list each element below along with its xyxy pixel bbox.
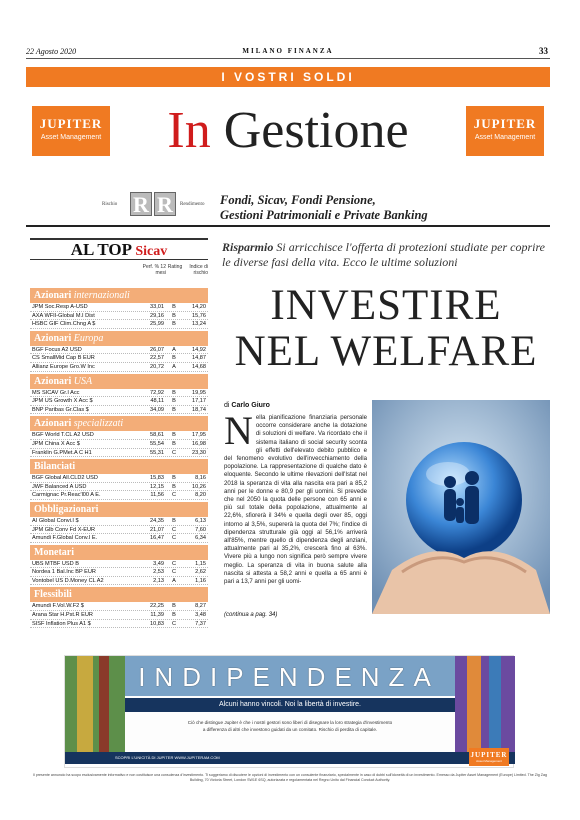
ad-disclaimer: Il presente annuncio ha scopo esclusivamente informativo e non costituisce una consulenza d'investimento. Ti suggeriamo di discutere le opzioni di investimento con un consulente finanziario, specialmente in caso di dubbi sull'idoneità di un investimento. Emesso da Jupiter Asset Management (Europe) Limited. The Zig Zag Building, 70 Victoria Street, London SW1E 6SQ, autorizzata e regolamentata nel Regno Unito dal Financial Conduct Authority. [33, 773, 547, 782]
table-sections [30, 288, 208, 628]
jupiter-logo-right [466, 106, 544, 156]
table-row [30, 568, 208, 577]
fund-name: JPM US Growth X Acc $ [32, 398, 93, 405]
rating: C [171, 535, 177, 542]
section-tag: Europa [73, 332, 104, 344]
rating: B [172, 483, 176, 490]
perf-12m: 21,07 [150, 526, 164, 533]
risk-index: 10,26 [192, 483, 206, 490]
risk-index: 7,60 [195, 526, 206, 533]
perf-12m: 24,35 [150, 517, 164, 524]
fund-name: Carmignac Pr.Reac'l00 A E. [32, 492, 101, 499]
ad-claim: Alcuni hanno vincoli. Noi la libertà di investire. [125, 698, 455, 712]
table-row [30, 560, 208, 569]
risk-index: 15,76 [192, 312, 206, 319]
table-row [30, 517, 208, 526]
rr-letter-1: R [130, 192, 152, 216]
fund-name: MS SICAV Gr.I Acc [32, 389, 80, 396]
rating: C [171, 492, 177, 499]
fund-name: Vontobel US D.Money CL A2 [32, 577, 104, 584]
perf-12m: 12,15 [150, 483, 164, 490]
col-rating: Rating [167, 264, 183, 270]
page-number: 33 [539, 46, 548, 56]
perf-12m: 2,13 [153, 577, 164, 584]
rating: C [171, 620, 177, 627]
rating: B [172, 475, 176, 482]
rating: B [172, 355, 176, 362]
table-row [30, 440, 208, 449]
al-top-table [30, 238, 208, 628]
risk-index: 14,87 [192, 355, 206, 362]
risk-index: 8,27 [195, 603, 206, 610]
perf-12m: 3,49 [153, 560, 164, 567]
risk-index: 16,98 [192, 440, 206, 447]
jupiter-advertisement[interactable] [64, 655, 514, 768]
perf-12m: 20,72 [150, 363, 164, 370]
table-row [30, 611, 208, 620]
perf-12m: 2,53 [153, 569, 164, 576]
subtitle-line-1: Fondi, Sicav, Fondi Pensione, [220, 193, 376, 207]
rating: B [172, 612, 176, 619]
fund-name: AI Global Convi.I $ [32, 517, 79, 524]
table-row [30, 483, 208, 492]
perf-12m: 72,92 [150, 389, 164, 396]
perf-12m: 16,47 [150, 535, 164, 542]
table-row [30, 534, 208, 543]
section-tag: internazionali [73, 290, 130, 301]
kicker [222, 240, 550, 270]
fund-name: BGF Global All.CLD2 USD [32, 475, 98, 482]
fund-name: UBS MTBF USD B [32, 560, 79, 567]
perf-12m: 55,54 [150, 440, 164, 447]
perf-12m: 58,61 [150, 432, 164, 439]
section-name: Azionari [34, 375, 72, 387]
table-row [30, 363, 208, 372]
al-top-title [30, 238, 208, 260]
ad-caption-2: a differenza di altri che investono guidati da un comitato. Rischio di perdita di capitale. [202, 727, 378, 732]
ad-headline: INDIPENDENZA [138, 662, 440, 692]
perf-12m: 29,16 [150, 312, 164, 319]
table-row [30, 397, 208, 406]
risk-index: 6,13 [195, 517, 206, 524]
subtitle-line-2: Gestioni Patrimoniali e Private Banking [220, 208, 428, 222]
table-section-header [30, 502, 208, 517]
byline-author: Carlo Giuro [231, 402, 270, 409]
risk-index: 2,62 [195, 569, 206, 576]
table-row [30, 312, 208, 321]
section-tag: USA [73, 375, 93, 387]
fund-name: Amundi F.Vol.W.F2 $ [32, 603, 84, 610]
table-row [30, 431, 208, 440]
ad-jupiter-logo [469, 748, 509, 766]
perf-12m: 11,39 [150, 612, 164, 619]
col-rischio: Indice di rischio [189, 264, 208, 276]
risk-index: 14,20 [192, 304, 206, 310]
fund-name: Amundi F.Global Conv.I E. [32, 535, 98, 542]
section-name: Flessibili [34, 589, 72, 601]
rating: C [171, 449, 177, 456]
al-top-label: AL TOP [70, 240, 132, 259]
perf-12m: 22,25 [150, 603, 164, 610]
perf-12m: 55,31 [150, 449, 164, 456]
rr-letter-2: R [154, 192, 176, 216]
table-row [30, 602, 208, 611]
rating: B [172, 304, 176, 310]
section-title [118, 103, 458, 159]
family-in-glass-sphere-photo [372, 400, 550, 614]
table-section-header [30, 545, 208, 560]
title-in: In [167, 102, 211, 159]
ad-logo-sub: Asset Management [476, 759, 502, 763]
byline-pre: di [224, 402, 230, 409]
fund-name: JWF Balanced A USD [32, 483, 87, 490]
fund-name: Allianz Europe Gro.W Inc [32, 363, 95, 370]
kicker-label: Risparmio [222, 240, 274, 254]
risk-index: 13,24 [192, 321, 206, 328]
risk-index: 3,48 [195, 612, 206, 619]
table-row [30, 320, 208, 329]
page-header [26, 45, 550, 59]
table-row [30, 620, 208, 629]
fund-name: Franklin G.PMet.A C H1 [32, 449, 92, 456]
fund-name: BNP Paribas Gr.Clas $ [32, 406, 89, 413]
perf-12m: 34,09 [150, 406, 164, 413]
rating: B [172, 321, 176, 328]
table-section-header [30, 416, 208, 431]
perf-12m: 10,83 [150, 620, 164, 627]
section-name: Azionari [34, 418, 72, 430]
fund-name: BGF Focus A2 USD [32, 346, 82, 353]
table-row [30, 303, 208, 312]
table-section-header [30, 331, 208, 346]
title-gestione: Gestione [223, 102, 409, 159]
headline [222, 283, 550, 375]
jupiter-logo-sub: Asset Management [40, 134, 102, 141]
jupiter-logo-left [32, 106, 110, 156]
ad-footer[interactable]: SCOPRI L'UNICITÀ DI JUPITER WWW.JUPITERAM.COM [65, 752, 515, 764]
fund-name: Nordea 1 Bal.Inc BP EUR [32, 569, 96, 576]
continue-note: (continua a pag. 34) [224, 612, 278, 618]
perf-12m: 22,57 [150, 355, 164, 362]
table-row [30, 474, 208, 483]
table-section-header [30, 459, 208, 474]
ad-logo-name: JUPITER [470, 751, 508, 759]
risk-return-logo [102, 190, 218, 218]
fund-name: BGF World T.CL A2 USD [32, 432, 94, 439]
byline [224, 402, 270, 409]
risk-index: 14,68 [192, 363, 206, 370]
risk-index: 8,16 [195, 475, 206, 482]
table-row [30, 491, 208, 500]
section-subtitle [220, 193, 550, 223]
jupiter-logo-name: JUPITER [39, 116, 103, 131]
rating: B [172, 406, 176, 413]
section-name: Azionari [34, 332, 72, 344]
table-header [30, 260, 208, 286]
jupiter-logo-sub: Asset Management [474, 134, 536, 141]
rating: B [172, 389, 176, 396]
risk-index: 17,17 [192, 398, 206, 405]
fund-name: JPM Glb Conv Fd X-EUR [32, 526, 96, 533]
rating: C [171, 526, 177, 533]
article-text: ella pianificazione finanziaria personale occorre considerare anche la dotazione di soluzioni di welfare. Va ricordato che il sistema italiano di social security sconta gli effetti dell'elevato debito pubblico e del fenomeno evolutivo dell'invecchiamento della popolazione. La rappresentazione di qualche dato è eloquente. Secondo le ultime rilevazioni dell'Istat nel 2018 la speranza di vita alla nascita era pari a 85,2 anni per le donne e 80,9 per gli uomini. Si prevede che nel 2050 la quota delle persone con 65 anni e più sul totale della popolazione, attualmente al 22,6%, sfiorerà il 34% e quella degli over 85, oggi intorno al 3,5%, supererà la quota del 7%; l'indice di dipendenza strutturale già oggi al 56,1% arriverà all'85%, mentre quello di dipendenza degli anziani, attualmente pari al 35,2%, crescerà fino al 63%. Vivere più a lungo non significa però sempre vivere meglio. La speranza di vita in buona salute alla nascita si attesta a 58,2 anni e quella a 65 anni è pari a 13,7 anni per gli uomi- [224, 414, 367, 586]
perf-12m: 48,11 [150, 398, 164, 405]
rr-left-label: Rischio [102, 202, 118, 207]
table-section-header [30, 374, 208, 389]
perf-12m: 33,01 [150, 304, 164, 310]
rating: B [172, 398, 176, 405]
section-name: Obbligazionari [34, 503, 99, 515]
ad-caption-1: Ciò che distingue Jupiter è che i nostri gestori sono liberi di disegnare la loro strategia d'investimento [187, 720, 393, 725]
table-row [30, 577, 208, 586]
drop-cap: N [224, 414, 253, 453]
fund-name: SISF Inflation Plus A1 $ [32, 620, 91, 627]
table-row [30, 406, 208, 415]
table-section-header [30, 587, 208, 602]
risk-index: 7,37 [195, 620, 206, 627]
risk-index: 17,95 [192, 432, 206, 439]
divider [26, 225, 550, 227]
rating: A [172, 577, 176, 584]
table-row [30, 526, 208, 535]
rr-right-label: Rendimento [180, 202, 205, 207]
fund-name: HSBC GIF Clim.Chng A $ [32, 321, 96, 328]
fund-name: CS SmallMid Cap B EUR [32, 355, 95, 362]
rating: C [171, 560, 177, 567]
table-row [30, 354, 208, 363]
section-tag: specializzati [73, 418, 124, 430]
jupiter-logo-name: JUPITER [473, 116, 537, 131]
risk-index: 6,34 [195, 535, 206, 542]
risk-index: 1,15 [195, 560, 206, 567]
section-name: Monetari [34, 546, 74, 558]
risk-index: 8,20 [195, 492, 206, 499]
kicker-text: Si arricchisce l'offerta di protezioni studiate per coprire le diverse fasi della vita. Ecco le ultime soluzioni [222, 240, 546, 269]
masthead: MILANO FINANZA [242, 47, 334, 55]
risk-index: 18,74 [192, 406, 206, 413]
section-name: Azionari [34, 290, 72, 301]
headline-line-2: NEL WELFARE [234, 328, 538, 375]
perf-12m: 25,99 [150, 321, 164, 328]
risk-index: 14,92 [192, 346, 206, 353]
risk-index: 19,95 [192, 389, 206, 396]
perf-12m: 11,56 [150, 492, 164, 499]
rating: B [172, 432, 176, 439]
risk-index: 1,16 [195, 577, 206, 584]
rating: A [172, 346, 176, 353]
issue-date: 22 Agosto 2020 [26, 47, 77, 56]
rating: A [172, 363, 176, 370]
section-name: Bilanciati [34, 461, 76, 473]
fund-name: JPM China X Acc $ [32, 440, 80, 447]
rating: B [172, 440, 176, 447]
perf-12m: 26,07 [150, 346, 164, 353]
col-perf: Perf. % 12 mesi [142, 264, 166, 276]
al-top-sub: Sicav [135, 244, 168, 259]
section-band: I VOSTRI SOLDI [26, 67, 550, 87]
fund-name: JPM Soc.Resp A-USD [32, 304, 88, 310]
ad-caption [125, 719, 455, 733]
rating: B [172, 603, 176, 610]
table-row [30, 449, 208, 458]
table-section-header [30, 288, 208, 303]
article-body [224, 414, 367, 610]
rating: C [171, 569, 177, 576]
rating: B [172, 312, 176, 319]
rating: B [172, 517, 176, 524]
headline-line-1: INVESTIRE [270, 282, 502, 329]
table-row [30, 389, 208, 398]
fund-name: AXA WFII-Global M.I Dist [32, 312, 95, 319]
table-row [30, 346, 208, 355]
perf-12m: 15,83 [150, 475, 164, 482]
fund-name: Arana Star H.Pst.R EUR [32, 612, 93, 619]
risk-index: 23,30 [192, 449, 206, 456]
